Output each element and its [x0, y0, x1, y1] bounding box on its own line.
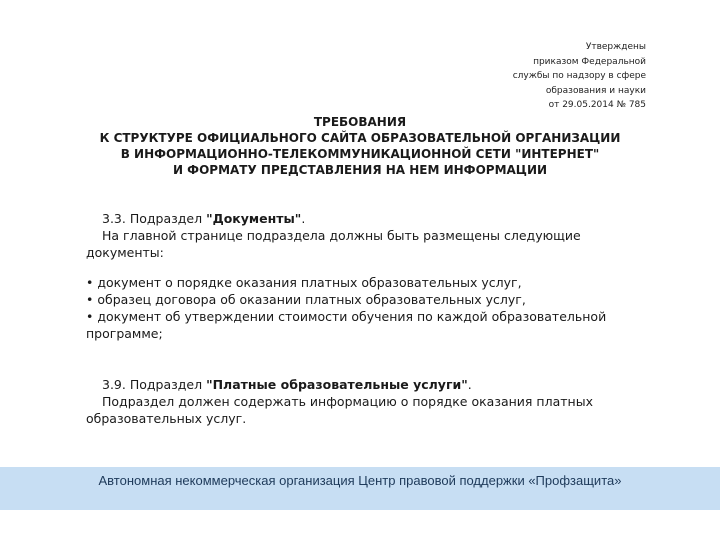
section-text-continued: документы: [86, 245, 164, 260]
section-prefix: 3.3. Подраздел [102, 211, 207, 226]
list-item: • документ о порядке оказания платных образовательных услуг, [86, 275, 522, 290]
section-text-continued: образовательных услуг. [86, 411, 247, 426]
title-line: К СТРУКТУРЕ ОФИЦИАЛЬНОГО САЙТА ОБРАЗОВАТЕЛЬНОЙ ОРГАНИЗАЦИИ [99, 131, 621, 145]
document-title [0, 114, 720, 178]
list-item: • документ об утверждении стоимости обучения по каждой образовательной [86, 309, 607, 324]
documents-list [86, 274, 646, 342]
title-line: ТРЕБОВАНИЯ [313, 115, 407, 129]
section-name: "Платные образовательные услуги" [206, 377, 468, 392]
approval-line: приказом Федеральной [533, 56, 646, 67]
section-text: На главной странице подраздела должны быть размещены следующие [102, 228, 581, 243]
section-suffix: . [467, 377, 472, 392]
approval-line: Утверждены [585, 42, 646, 52]
section-documents [86, 210, 646, 261]
section-text: Подраздел должен содержать информацию о порядке оказания платных [102, 394, 593, 409]
section-suffix: . [301, 211, 306, 226]
approval-line: образования и науки [545, 85, 646, 96]
section-heading [86, 376, 646, 393]
section-prefix: 3.9. Подраздел [102, 377, 207, 392]
approval-note [456, 40, 646, 113]
title-line: В ИНФОРМАЦИОННО-ТЕЛЕКОММУНИКАЦИОННОЙ СЕТИ "ИНТЕРНЕТ" [120, 147, 600, 161]
section-paid-services [86, 376, 646, 427]
list-item-continued: программе; [86, 326, 163, 341]
title-line: И ФОРМАТУ ПРЕДСТАВЛЕНИЯ НА НЕМ ИНФОРМАЦИИ [172, 163, 548, 177]
section-heading [86, 210, 646, 227]
section-name: "Документы" [206, 211, 302, 226]
footer-banner [0, 467, 720, 510]
list-item: • образец договора об оказании платных образовательных услуг, [86, 292, 526, 307]
approval-line: от 29.05.2014 № 785 [548, 100, 646, 110]
footer-text: Автономная некоммерческая организация Центр правовой поддержки «Профзащита» [98, 473, 622, 488]
approval-line: службы по надзору в сфере [512, 71, 646, 81]
